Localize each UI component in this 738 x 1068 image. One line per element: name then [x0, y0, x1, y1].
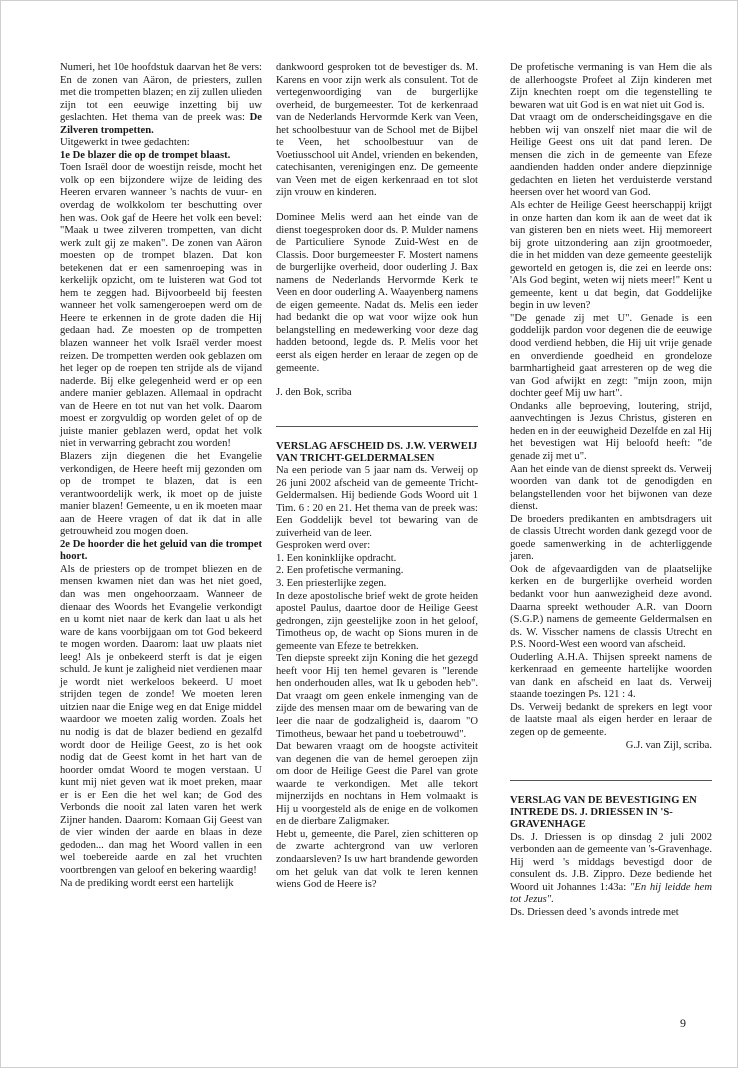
- paragraph: Uitgewerkt in twee gedachten:: [60, 137, 190, 149]
- paragraph: Hebt u, gemeente, die Parel, zien schitteren op de zwarte achtergrond van uw verloren zondaarsleven? Is uw hart brandende geworden om het geluk van dat volk te leren kennen wiens God de Heere is?: [276, 828, 478, 891]
- subheading: 2e De hoorder die het geluid van die trompet hoort.: [60, 538, 262, 563]
- paragraph: Dominee Melis werd aan het einde van de dienst toegesproken door ds. P. Mulder namens de Particuliere Synode Zuid-West en de Classis. Door burgemeester F. Mostert namens de burgerlijke overheid, door ouderling J. Bax namens de Nederlands Hervormde Kerk te Veen en door ouderling A. Waayenberg namens de eigen gemeente. Nadat ds. Melis een ieder had bedankt die op wat voor wijze ook hun belangstelling en medewerking voor deze dag hadden betoond, legde ds. P. Melis voor het eerst als eigen herder en leraar de zegen op de gemeente.: [276, 212, 478, 374]
- subheading: 1e De blazer die op de trompet blaast.: [60, 149, 231, 161]
- paragraph: Gesproken werd over:: [276, 540, 371, 552]
- section-heading: VERSLAG VAN DE BEVESTIGING EN INTREDE DS. J. DRIESSEN IN 'S-GRAVENHAGE: [510, 795, 697, 831]
- paragraph: Ook de afgevaardigden van de plaatselijke kerken en de burgerlijke overheid worden bedankt voor hun aanwezigheid deze avond. Daarna spreekt wethouder A.R. van Doorn (S.G.P.) namens de gemeente Geldermalsen en ds. W. Visscher namens de classis Utrecht en P.S. Noord-West een woord van afscheid.: [510, 563, 712, 651]
- paragraph: Aan het einde van de dienst spreekt ds. Verweij woorden van dank tot de genodigden en belangstellenden voor het bijwonen van deze dienst.: [510, 463, 712, 513]
- paragraph: Dat bewaren vraagt om de hoogste activiteit van degenen die van de hemel geroepen zijn om door de Heilige Geest die Parel van grote waarde te verkondigen. Met alle tekort mijnerzijds en nochtans in Hem volmaakt is Hij u voorgesteld als de enige en de volkomen en de dierbare Zaligmaker.: [276, 741, 478, 828]
- paragraph: Ouderling A.H.A. Thijsen spreekt namens de kerkenraad en gemeente hartelijke woorden van dank en afscheid en laat ds. Verweij staande toezingen Ps. 121 : 4.: [510, 651, 712, 701]
- section-divider: [510, 780, 712, 781]
- paragraph: Na de prediking wordt eerst een hartelijk: [60, 877, 234, 889]
- column-right: [510, 62, 712, 920]
- scripture-quote: "En hij leidde hem tot Jezus".: [510, 881, 712, 906]
- signature: J. den Bok, scriba: [276, 387, 352, 399]
- list-item: 1. Een koninklijke opdracht.: [276, 552, 397, 564]
- paragraph: Als echter de Heilige Geest heerschappij krijgt in onze harten dan kom ik aan de weet dat ik van gisteren ben en niets weet. Hij memoreert bij grote uitzondering aan zijn grootmoeder, die in het midden van deze gemeente geestelijk geworteld en getogen is, die zei en leerde ons: 'Als God begint, weten wij niets meer!" Kent u gemeente, kent u dat begin, dat Goddelijke begin in uw leven?: [510, 200, 712, 312]
- paragraph: [60, 62, 262, 137]
- section-divider: [276, 426, 478, 427]
- paragraph: Ds. Driessen deed 's avonds intrede met: [510, 906, 679, 918]
- section-heading: VERSLAG AFSCHEID DS. J.W. VERWEIJ VAN TRICHT-GELDERMALSEN: [276, 440, 478, 464]
- paragraph: Dat vraagt om de onderscheidingsgave en die hebben wij van onszelf niet maar die wil de Heilige Geest ons uit dat pand leren. De mensen die zich in de gemeente van Efeze aandienden hadden onder andere diepzinnige gedachten en lieten het verduisterde verstand heersen over het woord van God.: [510, 112, 712, 199]
- paragraph: Ondanks alle beproeving, loutering, strijd, aanvechtingen is Jezus Christus, gisteren en heden en in der eeuwigheid Dezelfde en zal Hij het bevestigen wat Hij beloofd heeft: "de genade zij met u".: [510, 400, 712, 462]
- paragraph: dankwoord gesproken tot de bevestiger ds. M. Karens en voor zijn werk als consulent. Tot de vertegenwoordiging van de burgerlijke overheid, de burgemeester. Tot de kerkenraad van de Nederlands Hervormde Kerk van Veen, het schoolbestuur van de School met de Bijbel te Veen, het schoolbestuur van de Voetiusschool uit Andel, vrienden en bekenden, catechisanten, verenigingen enz. De gemeente van Veen met de eigen kerkenraad en tot slot zijn vrouw en kinderen.: [276, 62, 478, 199]
- column-middle: [276, 62, 478, 892]
- paragraph: Toen Israël door de woestijn reisde, mocht het volk op een bijzondere wijze de leiding des Heeren ervaren wanneer 's nachts de vuur- en overdag de wolkkolom ter beschutting over hen was. Ook gaf de Heere het volk een bevel: "Maak u twee zilveren trompetten, van dicht werk zult gij ze maken". De zonen van Aäron moesten op de trompet blazen. Dat kon betekenen dat er een samenroeping was in kerkelijk opzicht, om te luisteren wat God tot hem te zeggen had. Bijvoorbeeld bij feesten wanneer het volk samengeroepen werd om de Heere te erkennen in de grote daden die Hij gedaan had. Ze moesten op de trompetten blazen wanneer het volk Israël verder moest reizen. De trompetten werden ook geblazen om het leger op de roepen ten strijde als de vijand naderde. Bij elke gelegenheid werd er op een andere manier geblazen. Allemaal in opdracht van de Heere en tot nut van het volk. Daarom moest er zorgvuldig op worden gelet of op de juiste manier geblazen werd, opdat het volk niet in verwarring gebracht zou worden!: [60, 162, 262, 450]
- signature: G.J. van Zijl, scriba.: [625, 739, 712, 751]
- paragraph: Blazers zijn diegenen die het Evangelie verkondigen, de Heere heeft mij gezonden om op de trompet te blazen, dat is een verantwoordelijk werk, ik moet op de juiste manier blazen! Gemeente, u en ik moeten maar aan de Heere vragen of dat ik dat in alle getrouwheid zou mogen doen.: [60, 450, 262, 538]
- paragraph: Ds. Verweij bedankt de sprekers en legt voor de laatste maal als eigen herder en leraar de zegen op de gemeente.: [510, 701, 712, 738]
- paragraph: Na een periode van 5 jaar nam ds. Verweij op 26 juni 2002 afscheid van de gemeente Tricht-Geldermalsen. Hij bediende Gods Woord uit 1 Tim. 6 : 20 en 21. Het thema van de preek was: Een Goddelijk bevel tot bewaring van de zuiverheid van de leer.: [276, 465, 478, 539]
- sermon-theme: De Zilveren trompetten.: [60, 112, 262, 136]
- paragraph: Ten diepste spreekt zijn Koning die het gezegd heeft voor Hij ten hemel gevaren is "lerende hen onderhouden alles, wat Ik u geboden heb". Dat vraagt om geen enkele inmenging van de zijde des mensen maar om de bewaring van de leer die naar de godzaligheid is, daarom "O Timotheus, bewaar het pand u toebetrouwd".: [276, 653, 478, 740]
- page-number: 9: [680, 1016, 686, 1030]
- paragraph: [510, 832, 712, 907]
- paragraph: De profetische vermaning is van Hem die als de allerhoogste Profeet al Zijn kinderen met Zijn knechten roept om die tegenstelling te bewaren wat uit God is en wat niet uit God is.: [510, 62, 712, 111]
- paragraph: In deze apostolische brief wekt de grote heiden apostel Paulus, daartoe door de Heilige Geest gedrongen, zijn geestelijke zoon in het geloof, Timotheus op, de wacht op Sions muren in de gemeente van Efeze te betrekken.: [276, 590, 478, 652]
- paragraph: De broeders predikanten en ambtsdragers uit de classis Utrecht worden dank gezegd voor de goede samenwerking in de achterliggende jaren.: [510, 513, 712, 563]
- paragraph: "De genade zij met U". Genade is een goddelijk pardon voor degenen die de eeuwige dood verdiend hebben, die Hij uit vrije genade en onverdiende goedheid en grondeloze barmhartigheid gaat arresteren op de weg die van God afwijkt en zegt: "mijn zoon, mijn dochter geef Mij uw hart".: [510, 312, 712, 400]
- paragraph-text: Ds. J. Driessen is op dinsdag 2 juli 2002 verbonden aan de gemeente van 's-Gravenhage. Hij werd 's middags bevestigd door de consulent ds. J.B. Zippro. Deze bediende het Woord uit Johannes 1:43a:: [510, 831, 712, 893]
- list-item: 2. Een profetische vermaning.: [276, 565, 404, 577]
- paragraph-text: Numeri, het 10e hoofdstuk daarvan het 8e vers: En de zonen van Aäron, de priesters, zullen met die trompetten blazen; en zij zullen ulieden zijn tot een eeuwige inzetting bij uw geslachten. Het thema van de preek was:: [60, 62, 262, 124]
- list-item: 3. Een priesterlijke zegen.: [276, 578, 387, 589]
- paragraph: Als de priesters op de trompet bliezen en de mensen kwamen niet dan was het niet goed, dan was men ongehoorzaam. Wanneer de dienaar des Woords het Evangelie verkondigt en u komt niet naar de kerk dan laat u als het ware de kans voorbijgaan om tot God bekeerd te mogen worden. Daarom: laat uw plaats niet leeg! Als je onbekeerd sterft is dat je eigen schuld. Je kunt je zaligheid niet verdienen maar je wordt niet werkeloos bekeerd. U moet strijden tegen de zonde! We moeten leren uitzien naar die Enige weg en dat Enige middel waardoor we moeten zalig worden. Zoals het nu nodig is dat de blazer bediend en gezalfd wordt door de Heilige Geest, zo is het ook nodig dat de Geest komt in het hart van de hoorder omdat Woord te mogen verstaan. U kunt mij niet geven wat ik moet preken, maar er is er Een die het wel kan; de God des Verbonds die nooit zal laten varen het werk Zijner handen. Daarom: Komaan Gij Geest van de vier winden der aarde en blaas in deze gedoden... dan mag het Woord vallen in een wel toebereide aarde en zal het vruchten voortbrengen van geloof en bekering waardig!: [60, 563, 262, 876]
- column-left: [60, 62, 262, 890]
